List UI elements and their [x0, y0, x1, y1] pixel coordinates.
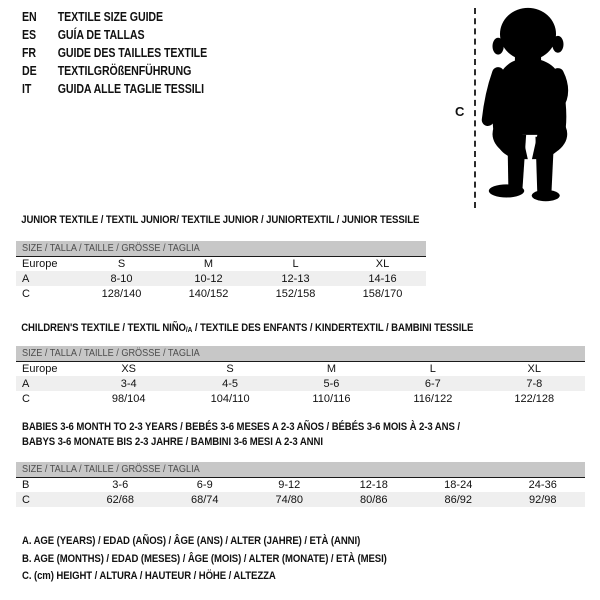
size-cell: M — [203, 257, 214, 270]
age-cell: 12-13 — [281, 272, 310, 285]
language-code: FR — [22, 46, 36, 60]
footnotes — [22, 533, 441, 586]
row-label: C — [22, 493, 30, 506]
language-title: TEXTILE SIZE GUIDE — [57, 10, 164, 24]
language-row — [22, 80, 207, 98]
language-title: TEXTILGRÖßENFÜHRUNG — [57, 64, 192, 78]
size-header-row — [16, 462, 585, 477]
age-cell: 8-10 — [110, 272, 133, 285]
language-code: DE — [22, 64, 37, 78]
height-cell: 122/128 — [514, 392, 555, 405]
height-cell: 158/170 — [362, 287, 403, 300]
age-cell: 7-8 — [526, 377, 543, 390]
children-title-suffix: / TEXTILE DES ENFANTS / KINDERTEXTIL / BAMBINI TESSILE — [192, 322, 474, 334]
babies-section-title — [16, 420, 585, 450]
row-label: A — [22, 377, 30, 390]
language-row — [22, 62, 207, 80]
footnote-a: A. AGE (YEARS) / EDAD (AÑOS) / ÂGE (ANS) / ALTER (JAHRE) / ETÀ (ANNI) — [22, 535, 361, 547]
size-header-label: SIZE / TALLA / TAILLE / GRÖSSE / TAGLIA — [22, 463, 200, 476]
junior-textile-section — [16, 213, 426, 301]
size-header-cell — [16, 346, 585, 361]
language-row — [22, 44, 207, 62]
row-label: B — [22, 478, 30, 491]
height-cell: 140/152 — [188, 287, 229, 300]
babies-size-table — [16, 462, 585, 507]
size-cell: XS — [121, 362, 137, 375]
table-row-height — [16, 391, 585, 406]
language-code: ES — [22, 28, 37, 42]
size-cell: S — [226, 362, 234, 375]
age-cell: 10-12 — [194, 272, 223, 285]
height-cell: 104/110 — [210, 392, 250, 405]
size-cell: L — [292, 257, 299, 270]
children-size-table — [16, 346, 585, 406]
age-cell: 5-6 — [323, 377, 340, 390]
junior-section-title: JUNIOR TEXTILE / TEXTIL JUNIOR/ TEXTILE JUNIOR / JUNIORTEXTIL / JUNIOR TESSILE — [21, 214, 420, 226]
size-header-row — [16, 346, 585, 361]
height-cell: 92/98 — [528, 493, 557, 506]
height-cell: 110/116 — [312, 392, 351, 405]
table-row-europe — [16, 361, 585, 376]
height-cell: 74/80 — [275, 493, 304, 506]
junior-size-table — [16, 241, 426, 301]
age-cell: 6-7 — [424, 377, 441, 390]
row-label: Europe — [22, 257, 58, 270]
size-cell: S — [117, 257, 126, 270]
size-cell: L — [429, 362, 436, 375]
size-header-row — [16, 241, 426, 256]
row-label: Europe — [22, 362, 58, 375]
row-label: C — [22, 392, 30, 405]
height-cell: 86/92 — [444, 493, 473, 506]
row-label: A — [22, 272, 30, 285]
height-cell: 80/86 — [359, 493, 388, 506]
children-textile-section — [16, 321, 585, 406]
months-cell: 3-6 — [112, 478, 129, 491]
months-cell: 18-24 — [444, 478, 473, 491]
height-cell: 152/158 — [275, 287, 316, 300]
language-title: GUIDE DES TAILLES TEXTILE — [57, 46, 208, 60]
language-title: GUIDA ALLE TAGLIE TESSILI — [57, 82, 204, 96]
baby-silhouette-icon — [481, 6, 575, 204]
babies-textile-section — [16, 420, 585, 507]
size-cell: M — [326, 362, 337, 375]
table-row-months — [16, 477, 585, 492]
height-cell: 128/140 — [101, 287, 142, 300]
size-header-cell — [16, 462, 585, 477]
table-row-height — [16, 492, 585, 507]
months-cell: 9-12 — [278, 478, 301, 491]
height-figure — [450, 0, 600, 215]
table-row-europe — [16, 256, 426, 271]
height-cell: 62/68 — [106, 493, 135, 506]
size-header-cell — [16, 241, 426, 256]
language-code: EN — [22, 10, 37, 24]
language-title-list — [22, 8, 207, 98]
months-cell: 12-18 — [359, 478, 388, 491]
babies-title-line1: BABIES 3-6 MONTH TO 2-3 YEARS / BEBÉS 3-6 MESES A 2-3 AÑOS / BÉBÉS 3-6 MOIS À 2-3 ANS / — [22, 421, 460, 433]
size-cell: XL — [527, 362, 542, 375]
age-cell: 4-5 — [222, 377, 239, 390]
language-row — [22, 8, 207, 26]
height-cell: 68/74 — [190, 493, 219, 506]
size-cell: XL — [375, 257, 390, 270]
children-section-title — [16, 321, 511, 337]
children-title-prefix: CHILDREN'S TEXTILE / TEXTIL NIÑO — [21, 322, 186, 334]
age-cell: 14-16 — [368, 272, 397, 285]
footnote-b: B. AGE (MONTHS) / EDAD (MESES) / ÂGE (MOIS) / ALTER (MONATE) / ETÀ (MESI) — [22, 552, 387, 565]
children-title-subscript: /A — [185, 325, 193, 334]
row-label: C — [22, 287, 30, 300]
language-row — [22, 26, 207, 44]
table-row-age — [16, 271, 426, 286]
height-cell: 116/122 — [413, 392, 453, 405]
table-row-age — [16, 376, 585, 391]
height-measure-label: C — [455, 104, 465, 119]
language-title: GUÍA DE TALLAS — [57, 28, 145, 42]
months-cell: 24-36 — [528, 478, 557, 491]
height-measure-dashed-line — [474, 8, 476, 208]
size-header-label: SIZE / TALLA / TAILLE / GRÖSSE / TAGLIA — [22, 242, 200, 255]
months-cell: 6-9 — [196, 478, 213, 491]
age-cell: 3-4 — [120, 377, 137, 390]
size-header-label: SIZE / TALLA / TAILLE / GRÖSSE / TAGLIA — [22, 347, 200, 360]
footnote-c: C. (cm) HEIGHT / ALTURA / HAUTEUR / HÖHE / ALTEZZA — [22, 570, 276, 582]
table-row-height — [16, 286, 426, 301]
language-code: IT — [22, 82, 32, 96]
height-cell: 98/104 — [111, 392, 146, 405]
babies-title-line2: BABYS 3-6 MONATE BIS 2-3 JAHRE / BAMBINI 3-6 MESI A 2-3 ANNI — [22, 436, 323, 448]
